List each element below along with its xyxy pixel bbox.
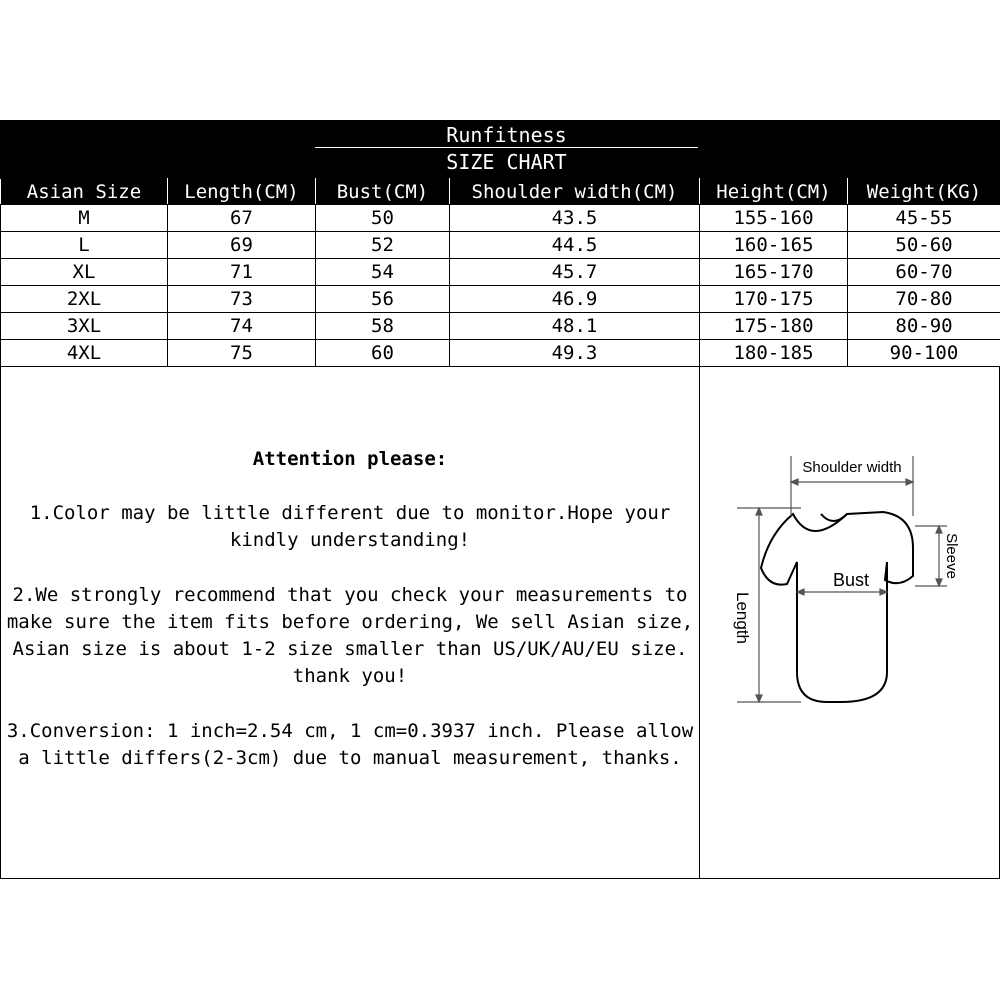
bust-label: Bust (832, 570, 870, 590)
cell-shoulder: 49.3 (450, 340, 700, 367)
table-row (1, 259, 1000, 286)
measurement-diagram (701, 366, 999, 878)
col-header-length: Length(CM) (168, 179, 316, 205)
cell-bust: 52 (316, 232, 450, 259)
tshirt-outline (761, 512, 913, 702)
info-section (0, 366, 1000, 879)
arrowhead (906, 479, 913, 485)
cell-size: L (1, 232, 168, 259)
cell-weight: 50-60 (848, 232, 1000, 259)
arrowhead (791, 479, 798, 485)
cell-length: 74 (168, 313, 316, 340)
cell-shoulder: 45.7 (450, 259, 700, 286)
note-measurements: 2.We strongly recommend that you check your measurements to make sure the item fits before ordering, We sell Asian size, Asian size is about 1-2 size smaller than US/UK/AU/EU size. thank you! (6, 584, 694, 687)
shoulder-width-label: Shoulder width (802, 459, 902, 476)
col-header-bust: Bust(CM) (316, 179, 450, 205)
cell-bust: 54 (316, 259, 450, 286)
col-header-height: Height(CM) (700, 179, 848, 205)
cell-height: 165-170 (700, 259, 848, 286)
cell-weight: 90-100 (848, 340, 1000, 367)
length-label: Length (733, 592, 752, 644)
cell-bust: 56 (316, 286, 450, 313)
col-header-weight: Weight(KG) (848, 179, 1000, 205)
cell-shoulder: 46.9 (450, 286, 700, 313)
cell-weight: 80-90 (848, 313, 1000, 340)
table-row (1, 313, 1000, 340)
cell-height: 170-175 (700, 286, 848, 313)
table-row (1, 286, 1000, 313)
note-conversion: 3.Conversion: 1 inch=2.54 cm, 1 cm=0.3937 inch. Please allow a little differs(2-3cm) due to manual measurement, thanks. (6, 720, 694, 769)
cell-bust: 50 (316, 205, 450, 232)
cell-size: XL (1, 259, 168, 286)
cell-shoulder: 48.1 (450, 313, 700, 340)
attention-heading: Attention please: (252, 448, 448, 470)
cell-length: 71 (168, 259, 316, 286)
cell-size: M (1, 205, 168, 232)
col-header-shoulder: Shoulder width(CM) (450, 179, 700, 205)
cell-weight: 70-80 (848, 286, 1000, 313)
cell-size: 4XL (1, 340, 168, 367)
tshirt-body (761, 512, 913, 702)
cell-length: 73 (168, 286, 316, 313)
cell-height: 180-185 (700, 340, 848, 367)
col-header-size: Asian Size (1, 179, 168, 205)
tshirt-diagram (701, 366, 999, 878)
cell-length: 67 (168, 205, 316, 232)
cell-length: 75 (168, 340, 316, 367)
cell-weight: 60-70 (848, 259, 1000, 286)
cell-size: 3XL (1, 313, 168, 340)
arrowhead (756, 508, 762, 515)
arrowhead (936, 526, 942, 533)
cell-height: 175-180 (700, 313, 848, 340)
table-row (1, 340, 1000, 367)
arrowhead (756, 695, 762, 702)
table-header-row (1, 179, 1000, 205)
cell-bust: 58 (316, 313, 450, 340)
note-color: 1.Color may be little different due to monitor.Hope your kindly understanding! (29, 502, 671, 551)
cell-weight: 45-55 (848, 205, 1000, 232)
cell-height: 160-165 (700, 232, 848, 259)
header-divider (315, 147, 698, 148)
sleeve-label: Sleeve (943, 533, 960, 579)
cell-height: 155-160 (700, 205, 848, 232)
table-row (1, 205, 1000, 232)
size-table (0, 178, 1000, 367)
size-chart (0, 120, 1000, 880)
cell-length: 69 (168, 232, 316, 259)
cell-size: 2XL (1, 286, 168, 313)
cell-bust: 60 (316, 340, 450, 367)
brand-name: Runfitness (446, 123, 567, 147)
chart-title: SIZE CHART (446, 150, 567, 174)
notes-panel (1, 366, 700, 878)
arrowhead (797, 589, 804, 595)
cell-shoulder: 43.5 (450, 205, 700, 232)
tshirt-collar (821, 514, 847, 521)
arrowhead (880, 589, 887, 595)
cell-shoulder: 44.5 (450, 232, 700, 259)
arrowhead (936, 579, 942, 586)
table-row (1, 232, 1000, 259)
